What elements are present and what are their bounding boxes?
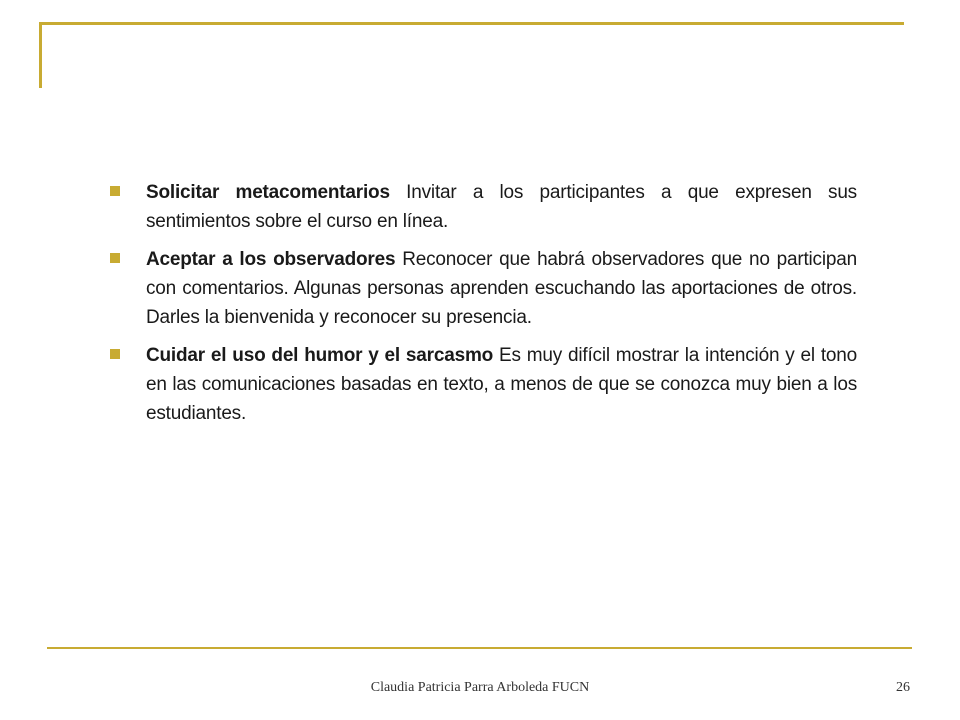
bullet-item-humor [105, 341, 857, 428]
bullet-term: Cuidar el uso del humor y el sarcasmo [146, 345, 494, 366]
square-bullet-icon [110, 253, 120, 263]
bullet-text: Invitar a los participantes a que expresen sus sentimientos sobre el curso en línea. [146, 182, 857, 232]
bullet-term: Solicitar metacomentarios [146, 182, 390, 203]
left-frame-line [39, 22, 42, 88]
bullet-term: Aceptar a los observadores [146, 249, 396, 270]
footer-author: Claudia Patricia Parra Arboleda FUCN [370, 680, 590, 695]
page-number: 26 [896, 680, 910, 695]
bullet-item-metacomentarios [105, 178, 857, 236]
bullet-text: Es muy difícil mostrar la intención y el tono en las comunicaciones basadas en texto, a menos de que se conozca muy bien a los estudiantes. [146, 345, 857, 424]
bullet-list [105, 178, 857, 437]
footer-divider [47, 647, 912, 649]
bullet-text: Reconocer que habrá observadores que no participan con comentarios. Algunas personas aprenden escuchando las aportaciones de otros. Darles la bienvenida y reconocer su presencia. [146, 249, 857, 328]
square-bullet-icon [110, 349, 120, 359]
bullet-item-observadores [105, 245, 857, 332]
top-frame-line [39, 22, 904, 25]
square-bullet-icon [110, 186, 120, 196]
